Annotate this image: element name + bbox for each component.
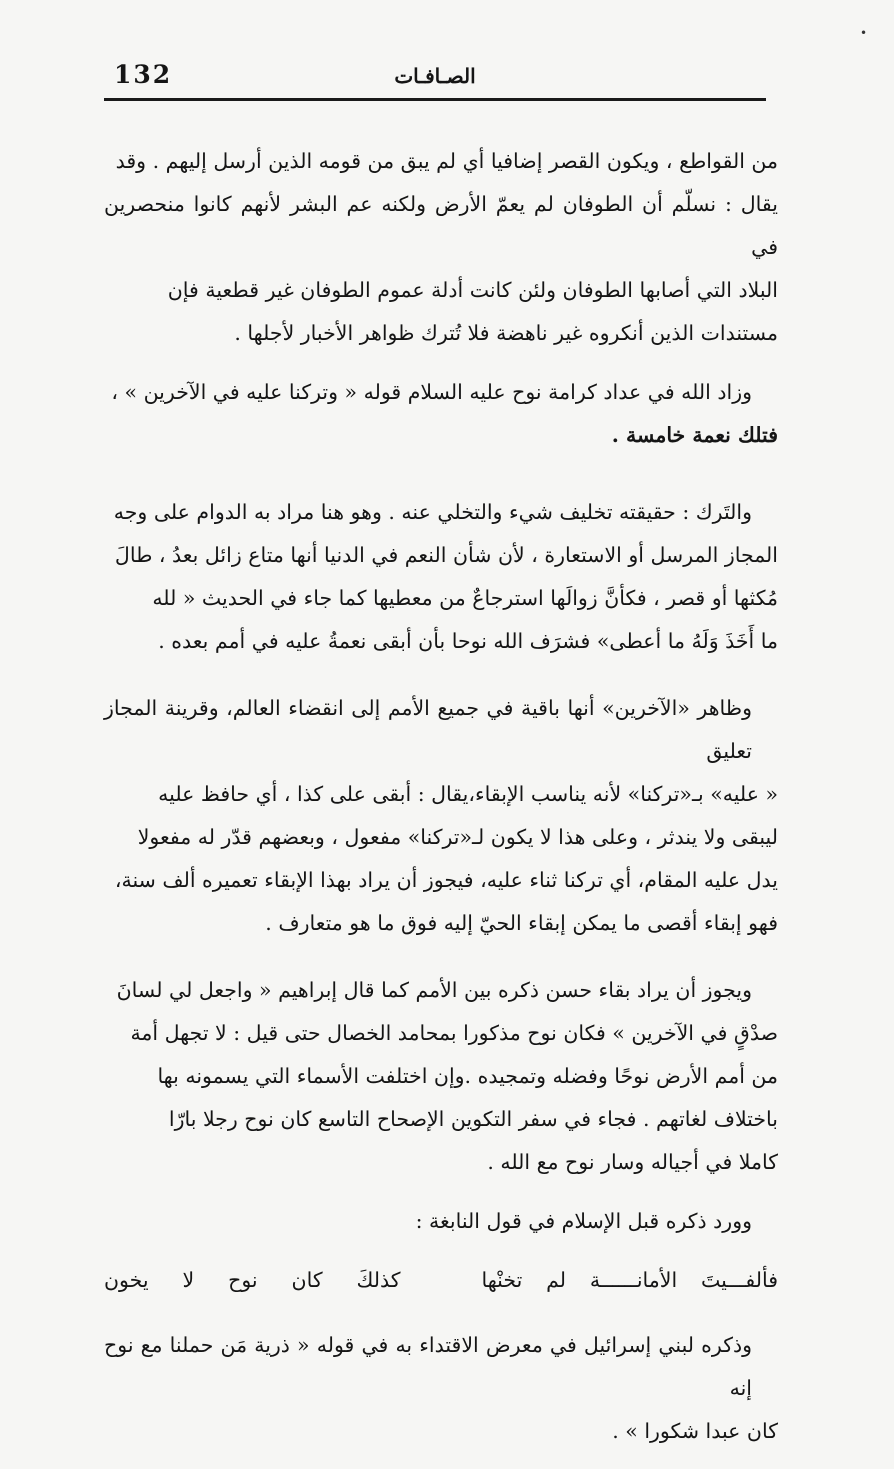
text-line: من أمم الأرض نوحًا وفضله وتمجيده .وإن اختلفت الأسماء التي يسمونه بها: [157, 1064, 778, 1088]
paragraph-final: [104, 1324, 778, 1453]
text-line: ما أَخَذَ وَلَهُ ما أعطى» فشرَف الله نوحا بأن أبقى نعمةُ عليه في أمم بعده .: [158, 629, 778, 653]
page-header: [104, 58, 766, 101]
text-line: كان عبدا شكورا » .: [612, 1419, 778, 1443]
text-line: مُكثها أو قصر ، فكأنَّ زوالَها استرجاعٌ من معطيها كما جاء في الحديث « لله: [152, 586, 778, 610]
text-line: يقال : نسلّم أن الطوفان لم يعمّ الأرض ولكنه عم البشر لأنهم كانوا منحصرين في: [104, 192, 778, 259]
corner-mark-icon: •: [860, 26, 868, 40]
text-line: وزاد الله في عداد كرامة نوح عليه السلام قوله « وتركنا عليه في الآخرين » ،: [111, 380, 752, 404]
paragraph-1: [104, 140, 778, 355]
text-line: البلاد التي أصابها الطوفان ولئن كانت أدلة عموم الطوفان غير قطعية فإن: [167, 278, 778, 302]
text-line: من القواطع ، ويكون القصر إضافيا أي لم يبق من قومه الذين أرسل إليهم . وقد: [115, 149, 778, 173]
text-line: وورد ذكره قبل الإسلام في قول النابغة :: [415, 1209, 752, 1233]
page-number: 132: [114, 60, 173, 89]
text-line: صدْقٍ في الآخرين » فكان نوح مذكورا بمحامد الخصال حتى قيل : لا تجهل أمة: [130, 1021, 778, 1045]
paragraph-2: [104, 371, 778, 457]
text-line: باختلاف لغاتهم . فجاء في سفر التكوين الإصحاح التاسع كان نوح رجلا بارّا: [168, 1107, 778, 1131]
text-line: كاملا في أجياله وسار نوح مع الله .: [487, 1150, 778, 1174]
text-line: المجاز المرسل أو الاستعارة ، لأن شأن النعم في الدنيا أنها متاع زائل بعدُ ، طالَ: [114, 543, 778, 567]
poetry-verse: [104, 1259, 778, 1302]
text-line: مستندات الذين أنكروه غير ناهضة فلا تُترك ظواهر الأخبار لأجلها .: [234, 321, 778, 345]
verse-second-hemistich: كذلكَ كان نوح لا يخون: [104, 1268, 401, 1292]
text-line: وظاهر «الآخرين» أنها باقية في جميع الأمم إلى انقضاء العالم، وقرينة المجاز تعليق: [104, 696, 752, 763]
verse-first-hemistich: فألفـــيتَ الأمانــــــة لم تخنْها: [481, 1268, 778, 1292]
paragraph-4: [104, 687, 778, 945]
text-line: يدل عليه المقام، أي تركنا ثناء عليه، فيجوز أن يراد بهذا الإبقاء تعميره ألف سنة،: [114, 868, 778, 892]
paragraph-6: [104, 1200, 778, 1243]
paragraph-5: [104, 969, 778, 1184]
text-line: « عليه» بـ«تركنا» لأنه يناسب الإبقاء،يقال : أبقى على كذا ، أي حافظ عليه: [158, 782, 778, 806]
text-line: فهو إبقاء أقصى ما يمكن إبقاء الحيّ إليه فوق ما هو متعارف .: [265, 911, 778, 935]
text-line: ليبقى ولا يندثر ، وعلى هذا لا يكون لـ«تركنا» مفعول ، وبعضهم قدّر له مفعولا: [137, 825, 778, 849]
text-line: وذكره لبني إسرائيل في معرض الاقتداء به في قوله « ذرية مَن حملنا مع نوح إنه: [104, 1333, 752, 1400]
paragraph-3: [104, 491, 778, 663]
running-title: الصـافـات: [394, 64, 476, 88]
bold-text-line: فتلك نعمة خامسة .: [611, 423, 778, 447]
page-body: [104, 140, 778, 1469]
text-line: ويجوز أن يراد بقاء حسن ذكره بين الأمم كما قال إبراهيم « واجعل لي لسانَ: [116, 978, 752, 1002]
text-line: والتَرك : حقيقته تخليف شيء والتخلي عنه . وهو هنا مراد به الدوام على وجه: [113, 500, 752, 524]
